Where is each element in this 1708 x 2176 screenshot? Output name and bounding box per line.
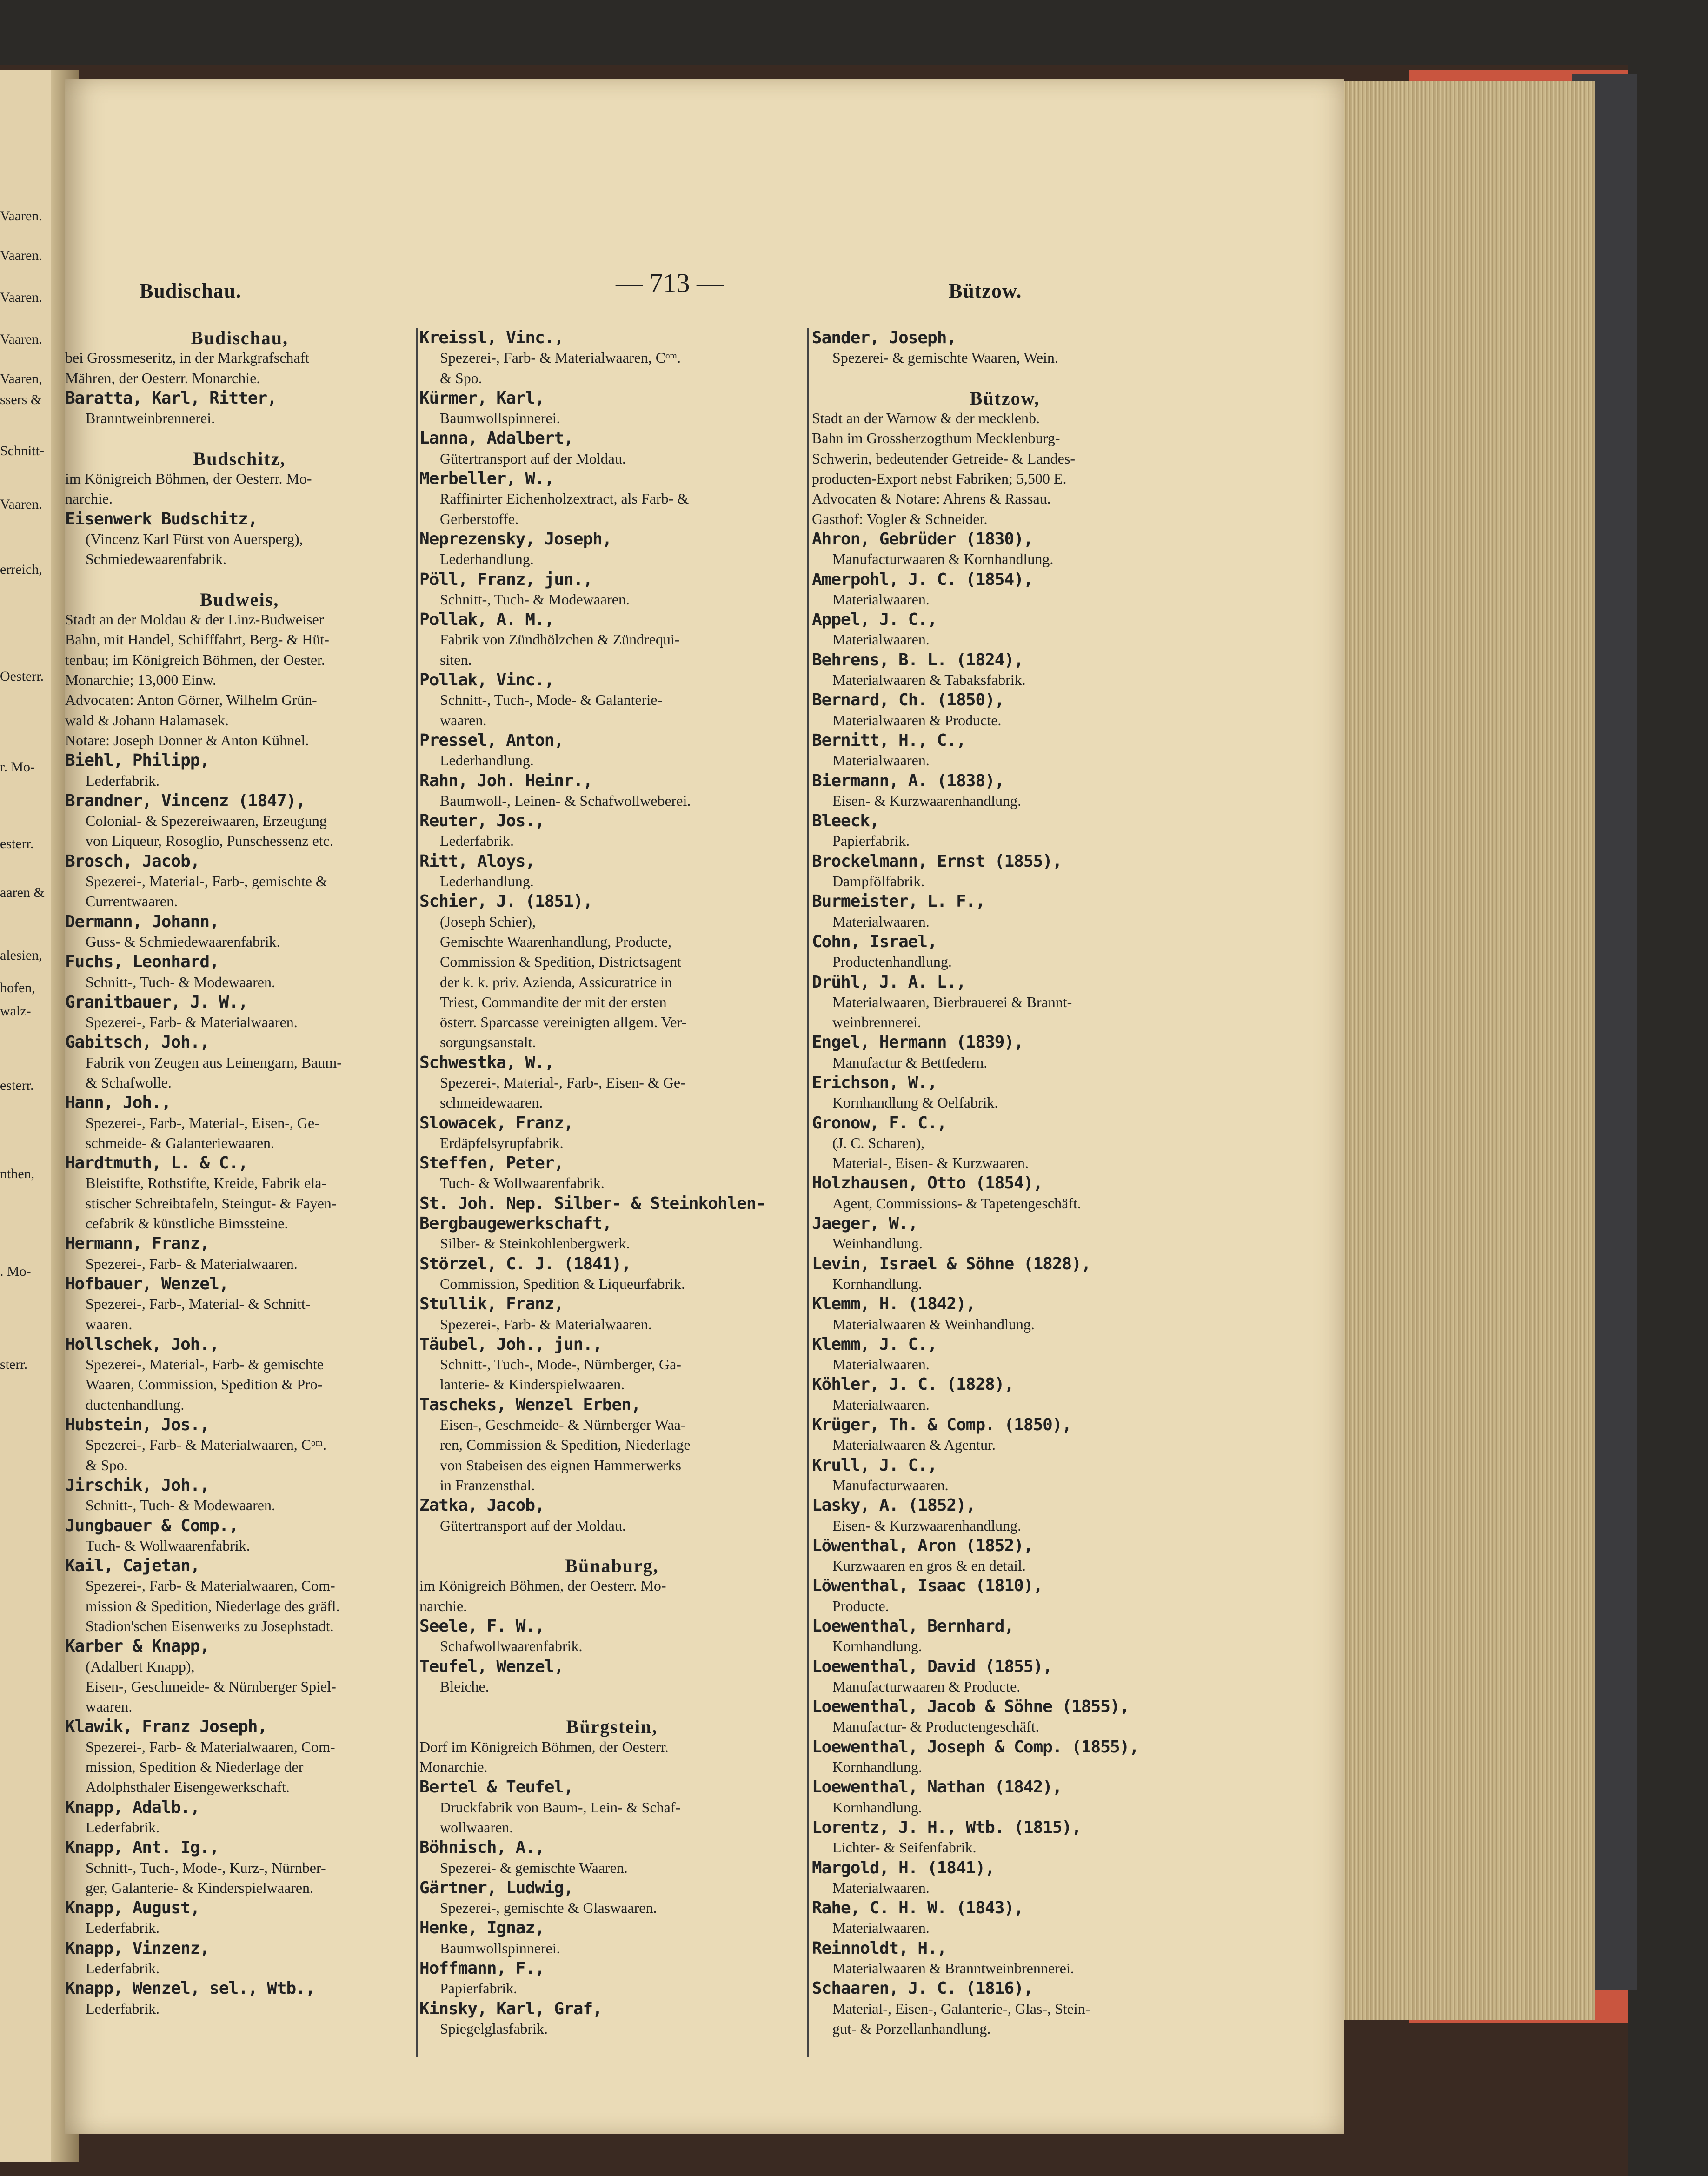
entry-detail: waaren. (86, 1315, 133, 1333)
entry-detail: Spezerei-, Farb- & Materialwaaren, Cᵒᵐ. (86, 1436, 326, 1453)
entry-name: Lorentz, J. H., Wtb. (1815), (812, 1818, 1081, 1837)
entry-detail: Kornhandlung. (832, 1758, 922, 1776)
spacer (65, 570, 414, 590)
entry-detail: Raffinirter Eichenholzextract, als Farb- & (440, 490, 689, 507)
entry-detail: Silber- & Steinkohlenbergwerk. (440, 1235, 630, 1252)
entry-name: Knapp, Wenzel, sel., Wtb., (65, 1979, 315, 1998)
entry-name: Löwenthal, Isaac (1810), (812, 1576, 1043, 1596)
entry-name: Ahron, Gebrüder (1830), (812, 529, 1033, 549)
left-page-fragment: aaren & (0, 885, 45, 900)
entry-detail: Triest, Commandite der mit der ersten (440, 993, 667, 1010)
entry-detail: wollwaaren. (440, 1818, 513, 1836)
entry-detail: Spezerei-, Farb-, Material-, Eisen-, Ge- (86, 1114, 319, 1131)
place-description: narchie. (419, 1597, 467, 1614)
entry-detail: Lederfabrik. (86, 1919, 160, 1937)
entry-detail: Fabrik von Zeugen aus Leinengarn, Baum- (86, 1054, 342, 1071)
entry-detail: siten. (440, 651, 472, 668)
entry-name: Biermann, A. (1838), (812, 771, 1004, 790)
entry-detail: Eisen- & Kurzwaarenhandlung. (832, 792, 1022, 809)
entry-detail: Kurzwaaren en gros & en detail. (832, 1557, 1026, 1574)
entry-detail: Materialwaaren. (832, 1919, 930, 1937)
entry-name: Krull, J. C., (812, 1455, 937, 1475)
left-page-fragment: r. Mo- (0, 759, 35, 775)
entry-name: Böhnisch, A., (419, 1838, 545, 1858)
place-description: Dorf im Königreich Böhmen, der Oesterr. (419, 1738, 669, 1755)
place-description: wald & Johann Halamasek. (65, 711, 229, 729)
entry-name: Karber & Knapp, (65, 1637, 210, 1656)
entry-detail: waaren. (86, 1698, 133, 1715)
entry-detail: Baumwoll-, Leinen- & Schafwollweberei. (440, 792, 691, 809)
entry-detail: Materialwaaren. (832, 590, 930, 608)
place-description: Advocaten & Notare: Ahrens & Rassau. (812, 490, 1051, 507)
entry-detail: Tuch- & Wollwaarenfabrik. (86, 1537, 250, 1554)
place-description: producten-Export nebst Fabriken; 5,500 E. (812, 470, 1067, 487)
entry-detail: Materialwaaren & Producte. (832, 711, 1002, 729)
entry-detail: Currentwaaren. (86, 893, 178, 910)
entry-name: Jaeger, W., (812, 1214, 918, 1234)
entry-name: Klawik, Franz Joseph, (65, 1717, 267, 1737)
entry-name: Hardtmuth, L. & C., (65, 1154, 248, 1173)
entry-name: Jirschik, Joh., (65, 1475, 210, 1495)
entry-name: Hubstein, Jos., (65, 1415, 210, 1435)
place-description: im Königreich Böhmen, der Oesterr. Mo- (65, 470, 312, 487)
entry-name: Margold, H. (1841), (812, 1858, 995, 1877)
place-description: im Königreich Böhmen, der Oesterr. Mo- (419, 1577, 666, 1594)
entry-detail: gut- & Porzellanhandlung. (832, 2020, 991, 2037)
entry-name: Henke, Ignaz, (419, 1918, 545, 1938)
entry-detail: Spezerei-, Farb-, Material- & Schnitt- (86, 1295, 311, 1313)
entry-detail: Spezerei-, Material-, Farb-, gemischte & (86, 873, 327, 890)
entry-detail: Productenhandlung. (832, 953, 952, 970)
entry-detail: Weinhandlung. (832, 1235, 923, 1252)
entry-detail: Lederhandlung. (440, 873, 534, 890)
entry-detail: Materialwaaren. (832, 752, 930, 769)
entry-detail: Gemischte Waarenhandlung, Producte, (440, 933, 672, 950)
place-description: tenbau; im Königreich Böhmen, der Oester. (65, 651, 325, 668)
entry-detail: Lederfabrik. (86, 2000, 160, 2017)
entry-detail: Manufactur & Bettfedern. (832, 1054, 988, 1071)
entry-detail: Materialwaaren. (832, 1879, 930, 1896)
left-page-fragment: hofen, (0, 980, 35, 995)
spacer (419, 1697, 804, 1717)
place-heading: Bünaburg, (565, 1555, 659, 1577)
entry-detail: Manufacturwaaren. (832, 1476, 949, 1493)
entry-detail: Materialwaaren & Agentur. (832, 1436, 996, 1453)
entry-name: Amerpohl, J. C. (1854), (812, 570, 1033, 589)
entry-detail: Lederfabrik. (440, 832, 514, 849)
entry-name: Köhler, J. C. (1828), (812, 1375, 1014, 1394)
entry-detail: Manufacturwaaren & Kornhandlung. (832, 551, 1054, 568)
entry-detail: Erdäpfelsyrupfabrik. (440, 1134, 564, 1151)
left-page-fragment: Schnitt- (0, 443, 44, 458)
place-description: Stadt an der Moldau & der Linz-Budweiser (65, 611, 324, 628)
entry-name: Löwenthal, Aron (1852), (812, 1536, 1033, 1555)
entry-name: Engel, Hermann (1839), (812, 1033, 1023, 1052)
entry-detail: Schmiedewaarenfabrik. (86, 551, 226, 568)
entry-detail: in Franzensthal. (440, 1476, 535, 1493)
entry-detail: österr. Sparcasse vereinigten allgem. Ver- (440, 1014, 687, 1031)
place-description: narchie. (65, 490, 113, 507)
entry-detail: Lederhandlung. (440, 551, 534, 568)
entry-name: Pöll, Franz, jun., (419, 570, 593, 589)
entry-detail: (Vincenz Karl Fürst von Auersperg), (86, 530, 303, 547)
entry-detail: Gerberstoffe. (440, 510, 519, 527)
left-page-fragment: esterr. (0, 836, 34, 851)
entry-detail: & Schafwolle. (86, 1074, 172, 1091)
entry-name: Hann, Joh., (65, 1093, 171, 1113)
entry-name: Ritt, Aloys, (419, 851, 535, 871)
entry-detail: Lederfabrik. (86, 772, 160, 789)
entry-detail: schmeidewaaren. (440, 1094, 543, 1111)
entry-detail: Commission & Spedition, Districtsagent (440, 953, 682, 970)
left-page-fragment: esterr. (0, 1078, 34, 1093)
entry-name: Pollak, A. M., (419, 610, 554, 630)
entry-name: Slowacek, Franz, (419, 1113, 573, 1133)
entry-name: Rahn, Joh. Heinr., (419, 771, 593, 790)
entry-detail: Producte. (832, 1597, 889, 1614)
entry-detail: Lichter- & Seifenfabrik. (832, 1839, 977, 1856)
spacer (419, 1536, 804, 1556)
entry-detail: Eisen- & Kurzwaarenhandlung. (832, 1517, 1022, 1534)
page-number: — 713 — (616, 268, 724, 298)
running-head-left: Budischau. (140, 279, 242, 302)
left-page-fragment: nthen, (0, 1166, 35, 1181)
entry-name: Bernard, Ch. (1850), (812, 690, 1004, 710)
entry-detail: Spezerei-, Farb- & Materialwaaren. (86, 1255, 298, 1272)
left-page-fragment: Vaaren, (0, 371, 42, 386)
entry-name: Stullik, Franz, (419, 1294, 564, 1314)
entry-detail: (Adalbert Knapp), (86, 1658, 195, 1675)
entry-detail: Kornhandlung. (832, 1798, 922, 1816)
entry-detail: schmeide- & Galanteriewaaren. (86, 1134, 275, 1151)
place-description: Schwerin, bedeutender Getreide- & Landes- (812, 450, 1075, 467)
entry-name: Pollak, Vinc., (419, 670, 554, 690)
entry-name: Loewenthal, Bernhard, (812, 1617, 1014, 1636)
entry-detail: Guss- & Schmiedewaarenfabrik. (86, 933, 280, 950)
place-description: Stadt an der Warnow & der mecklenb. (812, 410, 1040, 427)
spacer (65, 428, 414, 448)
entry-name: Loewenthal, Nathan (1842), (812, 1778, 1062, 1797)
entry-detail: cefabrik & künstliche Bimssteine. (86, 1215, 288, 1232)
place-description: Bahn, mit Handel, Schifffahrt, Berg- & Hüt- (65, 631, 329, 648)
entry-detail: Materialwaaren & Branntweinbrennerei. (832, 1960, 1074, 1977)
entry-name: Erichson, W., (812, 1073, 937, 1092)
entry-name: Loewenthal, Joseph & Comp. (1855), (812, 1737, 1139, 1757)
entry-detail: Spezerei-, Material-, Farb-, Eisen- & Ge- (440, 1074, 685, 1091)
entry-name: Schwestka, W., (419, 1053, 554, 1072)
entry-detail: Papierfabrik. (832, 832, 910, 849)
entry-detail: Spezerei- & gemischte Waaren. (440, 1859, 628, 1876)
entry-name: Loewenthal, Jacob & Söhne (1855), (812, 1697, 1130, 1717)
entry-name: Hoffmann, F., (419, 1959, 545, 1978)
left-page-fragment: . Mo- (0, 1264, 31, 1279)
entry-name: Teufel, Wenzel, (419, 1657, 564, 1676)
entry-detail: Schnitt-, Tuch- & Modewaaren. (86, 1497, 275, 1514)
place-description: Notare: Joseph Donner & Anton Kühnel. (65, 731, 309, 749)
column-3 (812, 328, 1198, 2039)
entry-name: Bergbaugewerkschaft, (419, 1214, 612, 1234)
entry-name: Knapp, Vinzenz, (65, 1938, 210, 1958)
entry-detail: von Stabeisen des eignen Hammerwerks (440, 1456, 681, 1473)
entry-detail: Stadion'schen Eisenwerks zu Josephstadt. (86, 1618, 334, 1634)
entry-detail: Eisen-, Geschmeide- & Nürnberger Spiel- (86, 1678, 336, 1695)
entry-name: Behrens, B. L. (1824), (812, 650, 1023, 670)
entry-detail: Spezerei-, Farb- & Materialwaaren, Com- (86, 1738, 335, 1755)
entry-detail: der k. k. priv. Azienda, Assicuratrice in (440, 973, 672, 990)
left-page-fragment: alesien, (0, 948, 42, 963)
entry-detail: & Spo. (440, 369, 482, 386)
entry-detail: mission & Spedition, Niederlage des gräfl. (86, 1597, 340, 1614)
entry-detail: mission, Spedition & Niederlage der (86, 1758, 304, 1776)
entry-name: Appel, J. C., (812, 610, 937, 630)
entry-name: Klemm, J. C., (812, 1334, 937, 1354)
entry-detail: Agent, Commissions- & Tapetengeschäft. (832, 1194, 1081, 1212)
left-page-fragment: Vaaren. (0, 332, 42, 347)
entry-name: Schier, J. (1851), (419, 892, 593, 911)
entry-name: Klemm, H. (1842), (812, 1294, 976, 1314)
place-description: Monarchie. (419, 1758, 488, 1776)
entry-name: Levin, Israel & Söhne (1828), (812, 1254, 1091, 1274)
place-description: bei Grossmeseritz, in der Markgrafschaft (65, 349, 310, 366)
entry-name: Bernitt, H., C., (812, 730, 966, 750)
entry-name: Kinsky, Karl, Graf, (419, 1999, 602, 2018)
spacer (812, 368, 1198, 388)
entry-name: Fuchs, Leonhard, (65, 952, 219, 972)
entry-detail: Spezerei-, Farb- & Materialwaaren, Com- (86, 1577, 335, 1594)
entry-name: Gärtner, Ludwig, (419, 1878, 573, 1897)
entry-detail: Spezerei-, Material-, Farb- & gemischte (86, 1356, 324, 1373)
entry-detail: Kornhandlung & Oelfabrik. (832, 1094, 998, 1111)
entry-name: Hollschek, Joh., (65, 1334, 219, 1354)
entry-name: Bertel & Teufel, (419, 1778, 573, 1797)
entry-detail: Tuch- & Wollwaarenfabrik. (440, 1174, 605, 1192)
entry-detail: (Joseph Schier), (440, 913, 536, 930)
entry-detail: Fabrik von Zündhölzchen & Zündrequi- (440, 631, 680, 648)
entry-detail: weinbrennerei. (832, 1014, 922, 1031)
entry-detail: waaren. (440, 711, 487, 729)
entry-name: Gronow, F. C., (812, 1113, 947, 1133)
left-page-fragment: Vaaren. (0, 248, 42, 263)
entry-name: Knapp, Adalb., (65, 1798, 200, 1817)
place-heading: Bürgstein, (566, 1716, 658, 1738)
entry-detail: Spezerei-, Farb- & Materialwaaren. (86, 1014, 298, 1031)
entry-detail: ductenhandlung. (86, 1396, 185, 1413)
entry-name: Hermann, Franz, (65, 1234, 210, 1254)
entry-detail: Bleistifte, Rothstifte, Kreide, Fabrik ela- (86, 1174, 327, 1192)
place-description: Gasthof: Vogler & Schneider. (812, 510, 988, 527)
entry-detail: Baumwollspinnerei. (440, 1939, 560, 1957)
entry-name: Reuter, Jos., (419, 811, 545, 831)
entry-name: Kail, Cajetan, (65, 1556, 200, 1576)
entry-detail: Waaren, Commission, Spedition & Pro- (86, 1376, 323, 1393)
left-page-fragment: erreich, (0, 562, 42, 577)
entry-detail: Eisen-, Geschmeide- & Nürnberger Waa- (440, 1416, 686, 1433)
entry-detail: Adolphsthaler Eisengewerkschaft. (86, 1778, 290, 1796)
place-description: Monarchie; 13,000 Einw. (65, 671, 216, 689)
entry-detail: Spezerei- & gemischte Waaren, Wein. (832, 349, 1058, 366)
place-heading: Bützow, (970, 387, 1040, 409)
entry-name: Bleeck, (812, 811, 879, 831)
entry-name: St. Joh. Nep. Silber- & Steinkohlen- (419, 1194, 766, 1213)
entry-name: Brandner, Vincenz (1847), (65, 791, 306, 810)
entry-detail: Manufactur- & Productengeschäft. (832, 1718, 1039, 1735)
entry-name: Rahe, C. H. W. (1843), (812, 1898, 1023, 1918)
entry-detail: Schnitt-, Tuch-, Mode-, Nürnberger, Ga- (440, 1356, 681, 1373)
column-2 (419, 328, 804, 2039)
entry-name: Kreissl, Vinc., (419, 328, 564, 347)
entry-detail: Spezerei-, Farb- & Materialwaaren. (440, 1315, 652, 1333)
entry-detail: Papierfabrik. (440, 1980, 518, 1997)
left-page-fragment: Vaaren. (0, 208, 42, 224)
entry-name: Dermann, Johann, (65, 912, 219, 931)
place-description: Mähren, der Oesterr. Monarchie. (65, 369, 260, 386)
entry-detail: Lederfabrik. (86, 1818, 160, 1836)
entry-name: Neprezensky, Joseph, (419, 529, 612, 549)
entry-name: Kürmer, Karl, (419, 388, 545, 408)
entry-detail: Dampfölfabrik. (832, 873, 925, 890)
entry-detail: Commission, Spedition & Liqueurfabrik. (440, 1275, 685, 1292)
place-description: Advocaten: Anton Görner, Wilhelm Grün- (65, 691, 317, 709)
entry-name: Merbeller, W., (419, 469, 554, 489)
entry-name: Täubel, Joh., jun., (419, 1334, 602, 1354)
entry-detail: (J. C. Scharen), (832, 1134, 925, 1151)
entry-detail: Spezerei-, gemischte & Glaswaaren. (440, 1899, 657, 1917)
entry-name: Hofbauer, Wenzel, (65, 1274, 229, 1294)
entry-detail: Branntweinbrennerei. (86, 410, 215, 427)
entry-detail: von Liqueur, Rosoglio, Punschessenz etc. (86, 832, 333, 849)
entry-name: Reinnoldt, H., (812, 1938, 947, 1958)
entry-detail: Materialwaaren. (832, 1356, 930, 1373)
entry-detail: Lederfabrik. (86, 1960, 160, 1977)
entry-detail: Kornhandlung. (832, 1275, 922, 1292)
entry-detail: Material-, Eisen- & Kurzwaaren. (832, 1154, 1029, 1172)
entry-name: Brockelmann, Ernst (1855), (812, 851, 1062, 871)
entry-name: Baratta, Karl, Ritter, (65, 388, 277, 408)
entry-name: Zatka, Jacob, (419, 1496, 545, 1515)
entry-detail: Gütertransport auf der Moldau. (440, 450, 626, 467)
entry-name: Tascheks, Wenzel Erben, (419, 1395, 641, 1414)
entry-detail: lanterie- & Kinderspielwaaren. (440, 1376, 625, 1393)
entry-detail: ren, Commission & Spedition, Niederlage (440, 1436, 691, 1453)
entry-detail: Schnitt-, Tuch- & Modewaaren. (86, 973, 275, 990)
entry-name: Lasky, A. (1852), (812, 1496, 976, 1515)
entry-name: Seele, F. W., (419, 1617, 545, 1636)
entry-detail: Baumwollspinnerei. (440, 410, 560, 427)
entry-name: Brosch, Jacob, (65, 851, 200, 871)
entry-name: Cohn, Israel, (812, 932, 937, 951)
entry-name: Knapp, Ant. Ig., (65, 1838, 219, 1858)
entry-name: Schaaren, J. C. (1816), (812, 1979, 1033, 1998)
left-page-fragment: ssers & (0, 392, 42, 407)
entry-detail: Materialwaaren & Weinhandlung. (832, 1315, 1035, 1333)
entry-detail: Materialwaaren, Bierbrauerei & Brannt- (832, 993, 1072, 1010)
entry-detail: Materialwaaren & Tabaksfabrik. (832, 671, 1026, 689)
entry-detail: Materialwaaren. (832, 1396, 930, 1413)
entry-name: Burmeister, L. F., (812, 892, 985, 911)
entry-name: Lanna, Adalbert, (419, 429, 573, 448)
entry-name: Holzhausen, Otto (1854), (812, 1174, 1043, 1193)
column-rule (416, 328, 418, 2057)
column-rule (807, 328, 809, 2057)
entry-detail: Schnitt-, Tuch- & Modewaaren. (440, 590, 630, 608)
page-edges (1335, 81, 1595, 2020)
entry-name: Granitbauer, J. W., (65, 992, 248, 1012)
entry-name: Eisenwerk Budschitz, (65, 509, 258, 529)
entry-detail: Schnitt-, Tuch-, Mode-, Kurz-, Nürnber- (86, 1859, 326, 1876)
entry-detail: Materialwaaren. (832, 913, 930, 930)
entry-name: Sander, Joseph, (812, 328, 957, 347)
entry-detail: stischer Schreibtafeln, Steingut- & Fayen- (86, 1194, 337, 1212)
entry-detail: Materialwaaren. (832, 631, 930, 648)
entry-name: Pressel, Anton, (419, 730, 564, 750)
entry-detail: Spiegelglasfabrik. (440, 2020, 548, 2037)
left-page-fragment: sterr. (0, 1357, 28, 1372)
left-page-fragment: Vaaren. (0, 290, 42, 305)
left-page-fragment: walz- (0, 1003, 31, 1019)
entry-detail: Schnitt-, Tuch-, Mode- & Galanterie- (440, 691, 663, 709)
entry-name: Loewenthal, David (1855), (812, 1657, 1052, 1676)
entry-name: Drühl, J. A. L., (812, 972, 966, 992)
place-description: Bahn im Grossherzogthum Mecklenburg- (812, 430, 1060, 447)
place-heading: Budschitz, (193, 448, 286, 469)
entry-name: Knapp, August, (65, 1898, 200, 1918)
entry-detail: Spezerei-, Farb- & Materialwaaren, Cᵒᵐ. (440, 349, 681, 366)
left-page-fragment: Vaaren. (0, 497, 42, 512)
entry-name: Steffen, Peter, (419, 1154, 564, 1173)
entry-detail: ger, Galanterie- & Kinderspielwaaren. (86, 1879, 314, 1896)
entry-detail: sorgungsanstalt. (440, 1034, 536, 1051)
entry-detail: Kornhandlung. (832, 1638, 922, 1655)
entry-detail: Lederhandlung. (440, 752, 534, 769)
entry-detail: Gütertransport auf der Moldau. (440, 1517, 626, 1534)
entry-detail: Colonial- & Spezereiwaaren, Erzeugung (86, 812, 327, 829)
entry-name: Jungbauer & Comp., (65, 1516, 239, 1535)
left-page-fragment: Oesterr. (0, 669, 44, 684)
entry-detail: Bleiche. (440, 1678, 489, 1695)
place-heading: Budischau, (190, 327, 289, 348)
entry-detail: Schafwollwaarenfabrik. (440, 1638, 583, 1655)
entry-detail: & Spo. (86, 1456, 128, 1473)
entry-name: Störzel, C. J. (1841), (419, 1254, 631, 1274)
entry-name: Krüger, Th. & Comp. (1850), (812, 1415, 1072, 1435)
directory-page (65, 79, 1344, 2134)
running-head-right: Bützow. (949, 279, 1022, 302)
place-heading: Budweis, (199, 589, 279, 610)
column-1 (65, 328, 414, 2019)
entry-name: Biehl, Philipp, (65, 751, 210, 770)
entry-name: Gabitsch, Joh., (65, 1033, 210, 1052)
entry-detail: Manufacturwaaren & Producte. (832, 1678, 1021, 1695)
entry-detail: Druckfabrik von Baum-, Lein- & Schaf- (440, 1798, 681, 1816)
entry-detail: Material-, Eisen-, Galanterie-, Glas-, Stein- (832, 2000, 1090, 2017)
